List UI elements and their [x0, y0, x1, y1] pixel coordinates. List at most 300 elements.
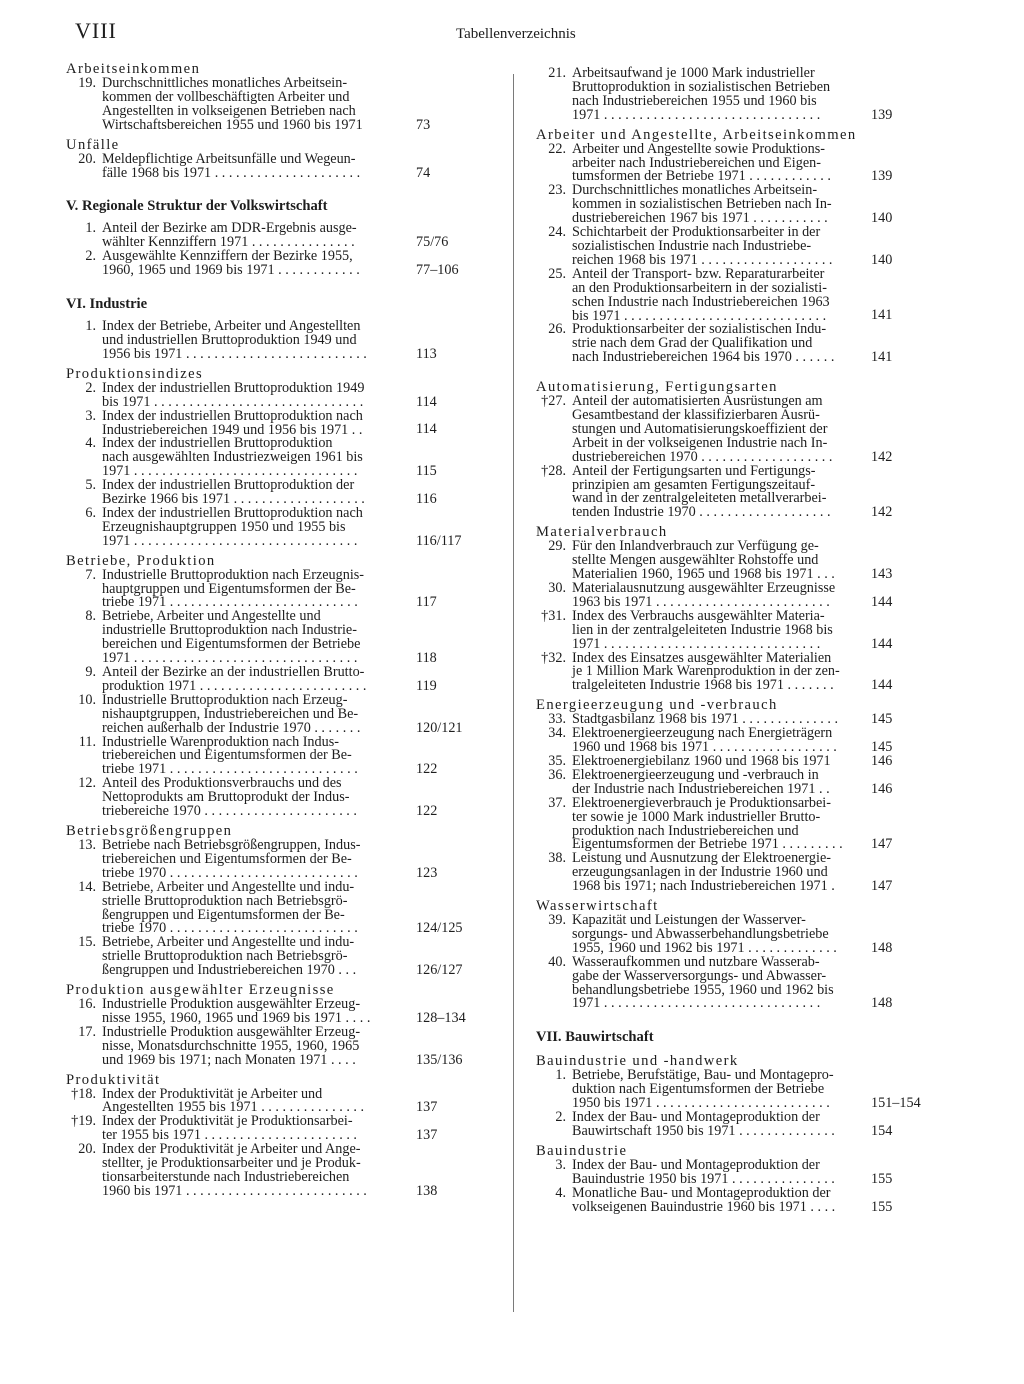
entry-title — [66, 77, 370, 133]
toc-entry — [66, 75, 431, 133]
page-reference: 115 — [416, 463, 437, 480]
entry-title — [66, 437, 370, 479]
entry-line: der Industrie nach Industriebereichen 1971 . . — [572, 780, 830, 797]
entry-title — [536, 540, 857, 582]
entry-line: 1960, 1965 und 1969 bis 1971 . . . . . . . . . . . . — [102, 262, 360, 279]
entry-line: produktion nach Industriebereichen und — [572, 822, 799, 839]
entry-title — [66, 1023, 370, 1068]
toc-entry — [66, 775, 438, 820]
entry-number: 22. — [548, 140, 566, 157]
entry-number: 2. — [85, 248, 96, 265]
entry-number: 29. — [548, 538, 566, 555]
page-reference: 141 — [871, 349, 893, 366]
entry-line: Index der industriellen Bruttoproduktion nach — [102, 504, 363, 521]
page-reference: 143 — [871, 566, 893, 583]
page-reference: 155 — [871, 1198, 893, 1215]
entry-number: 2. — [555, 1109, 566, 1126]
toc-entry — [536, 182, 893, 227]
entry-line: schen Industrie nach Industriebereichen 1963 — [572, 293, 830, 310]
page-reference: 137 — [416, 1127, 438, 1144]
entry-line: Leistung und Ausnutzung der Elektroenergie- — [572, 850, 831, 867]
entry-title — [66, 379, 370, 410]
chapter-heading: VI. Industrie — [66, 296, 148, 313]
entry-title — [536, 395, 857, 465]
entry-line: produktion 1971 . . . . . . . . . . . . . . . . . . . . . . . . — [102, 677, 367, 694]
entry-title — [66, 250, 370, 278]
toc-entry — [66, 934, 463, 979]
entry-number: 8. — [85, 608, 96, 625]
entry-title — [66, 691, 370, 736]
entry-number: 3. — [555, 1156, 566, 1173]
entry-line: dustriebereichen 1970 . . . . . . . . . . . . . . . . . . . — [572, 448, 833, 465]
entry-line: reichen außerhalb der Industrie 1970 . . . . . . . — [102, 719, 361, 736]
entry-line: ter 1955 bis 1971 . . . . . . . . . . . . . . . . . . . . . . — [102, 1127, 357, 1144]
page-reference: 122 — [416, 761, 438, 778]
entry-line: Gesamtbestand der klassifizierbaren Ausrü- — [572, 407, 820, 424]
entry-line: Index der Produktivität je Arbeiter und — [102, 1085, 323, 1102]
entry-line: 1968 bis 1971; nach Industriebereichen 1971 . — [572, 878, 835, 895]
entry-line: Bruttoproduktion in sozialistischen Betrieben — [572, 78, 831, 95]
entry-line: strielle Bruttoproduktion nach Betriebsgrö- — [102, 892, 348, 909]
entry-line: nach ausgewählten Industriezweigen 1961 bis — [102, 449, 363, 466]
entry-number: 2. — [85, 379, 96, 396]
entry-line: Anteil der Fertigungsarten und Fertigungs- — [572, 462, 816, 479]
entry-title — [66, 504, 370, 549]
entry-line: sozialistischen Industrie nach Industriebe- — [572, 237, 812, 254]
entry-title — [66, 936, 370, 978]
entry-line: triebereichen und Eigentumsformen der Be- — [102, 850, 352, 867]
page-reference: 145 — [871, 739, 893, 756]
toc-entry — [536, 393, 893, 465]
toc-entry — [66, 1141, 438, 1199]
toc-entry — [66, 1085, 438, 1116]
entry-line: Betriebe, Arbeiter und Angestellte und indu- — [102, 878, 355, 895]
spacer — [66, 278, 370, 292]
entry-line: wand in der zentralgeleiteten metallverarbei- — [572, 490, 827, 507]
section-heading: Materialverbrauch — [536, 524, 668, 541]
page-reference: 113 — [416, 345, 437, 362]
entry-line: erzeugungsanlagen in der Industrie 1960 und — [572, 864, 828, 881]
entry-title — [536, 794, 857, 853]
toc-entry — [536, 725, 893, 756]
entry-title — [66, 479, 370, 507]
page-reference: 139 — [871, 168, 893, 185]
toc-entry — [66, 566, 437, 611]
section-heading: Wasserwirtschaft — [536, 898, 659, 915]
entry-line: nach Industriebereichen 1964 bis 1970 . . . . . . — [572, 349, 835, 366]
entry-line: Industrielle Warenproduktion nach Indus- — [102, 733, 339, 750]
section-heading: Arbeiter und Angestellte, Arbeitseinkommen — [536, 126, 857, 143]
entry-line: 1955, 1960 und 1962 bis 1971 . . . . . . . . . . . . . — [572, 939, 837, 956]
page-reference: 114 — [416, 421, 437, 438]
entry-title — [536, 727, 857, 755]
page-reference: 137 — [416, 1099, 438, 1116]
entry-line: triebe 1970 . . . . . . . . . . . . . . . . . . . . . . . . . . . — [102, 920, 358, 937]
entry-title — [66, 777, 370, 819]
entry-line: Betriebe, Arbeiter und Angestellte und — [102, 608, 321, 625]
entry-line: triebe 1971 . . . . . . . . . . . . . . . . . . . . . . . . . . . — [102, 594, 358, 611]
page-reference: 135/136 — [416, 1051, 463, 1068]
entry-line: strie nach dem Grad der Qualifikation und — [572, 335, 813, 352]
entry-number: 21. — [548, 65, 566, 81]
entry-line: fälle 1968 bis 1971 . . . . . . . . . . . . . . . . . . . . . — [102, 164, 361, 181]
entry-line: Meldepflichtige Arbeitsunfälle und Wegeun- — [102, 150, 356, 167]
entry-line: Durchschnittliches monatliches Arbeitsein- — [572, 182, 818, 199]
entry-line: 1963 bis 1971 . . . . . . . . . . . . . . . . . . . . . . . . . — [572, 593, 830, 610]
entry-number: 35. — [548, 752, 566, 769]
entry-line: Index der industriellen Bruttoproduktion — [102, 435, 333, 452]
entry-line: Betriebe, Arbeiter und Angestellte und indu- — [102, 934, 355, 951]
entry-number: 7. — [85, 566, 96, 583]
entry-number: †27. — [541, 393, 566, 410]
page-reference: 123 — [416, 864, 438, 881]
entry-line: strielle Bruttoproduktion nach Betriebsgrö- — [102, 948, 348, 965]
toc-entry — [536, 794, 893, 853]
toc-entry — [66, 435, 437, 480]
toc-entry — [536, 953, 893, 1012]
entry-line: Elektroenergieerzeugung und -verbrauch in — [572, 766, 819, 783]
entry-title — [536, 1069, 857, 1111]
page-reference: 74 — [416, 164, 431, 181]
entry-line: nisse 1955, 1960, 1965 und 1969 bis 1971 . . . . — [102, 1009, 371, 1026]
toc-entry — [536, 321, 893, 366]
page-reference: 119 — [416, 677, 437, 694]
entry-line: Arbeit in der volkseigenen Industrie nach In- — [572, 434, 828, 451]
entry-line: Betriebe nach Betriebsgrößengruppen, Indus- — [102, 836, 361, 853]
entry-line: Index der industriellen Bruttoproduktion der — [102, 477, 355, 494]
toc-entry — [66, 1023, 463, 1068]
page-reference: 138 — [416, 1182, 438, 1199]
entry-title — [536, 852, 857, 894]
entry-line: behandlungsbetriebe 1955, 1960 und 1962 bis — [572, 981, 834, 998]
entry-line: Index der Bau- und Montageproduktion der — [572, 1109, 820, 1126]
section-heading: Automatisierung, Fertigungsarten — [536, 379, 778, 396]
entry-title — [536, 462, 857, 521]
page-title: Tabellenverzeichnis — [456, 26, 576, 42]
entry-line: Index der Produktivität je Arbeiter und Ange- — [102, 1141, 361, 1158]
toc-entry — [66, 407, 437, 438]
entry-line: an den Produktionsarbeitern in der sozialisti- — [572, 279, 827, 296]
entry-number: 33. — [548, 711, 566, 728]
entry-line: tenden Industrie 1970 . . . . . . . . . . . . . . . . . . . — [572, 504, 831, 521]
toc-entry — [536, 580, 893, 610]
toc-entry — [66, 1113, 438, 1144]
entry-title — [66, 998, 370, 1026]
entry-line: 1971 . . . . . . . . . . . . . . . . . . . . . . . . . . . . . . . . — [102, 463, 358, 480]
page-reference: 120/121 — [416, 719, 463, 736]
entry-number: 3. — [85, 407, 96, 424]
page-reference: 141 — [871, 307, 893, 324]
page-reference: 151–154 — [871, 1095, 921, 1112]
entry-line: Schichtarbeit der Produktionsarbeiter in der — [572, 224, 821, 241]
page-reference: 118 — [416, 650, 437, 667]
entry-line: kommen der vollbeschäftigten Arbeiter und — [102, 88, 350, 105]
page-reference: 147 — [871, 836, 893, 853]
page-reference: 128–134 — [416, 1009, 466, 1026]
page-reference: 148 — [871, 995, 893, 1012]
entry-line: nisse, Monatsdurchschnitte 1955, 1960, 1965 — [102, 1037, 360, 1054]
page-reference: 116 — [416, 491, 437, 508]
page-reference: 117 — [416, 594, 437, 611]
entry-line: Industrielle Bruttoproduktion nach Erzeug- — [102, 691, 348, 708]
entry-line: Anteil der automatisierten Ausrüstungen am — [572, 393, 823, 410]
entry-line: triebereichen und Eigentumsformen der Be- — [102, 747, 352, 764]
entry-line: triebereiche 1970 . . . . . . . . . . . . . . . . . . . . . . — [102, 803, 357, 820]
entry-line: wählter Kennziffern 1971 . . . . . . . . . . . . . . . — [102, 234, 355, 251]
entry-title — [536, 582, 857, 610]
entry-number: 40. — [548, 953, 566, 970]
entry-title — [536, 766, 857, 797]
page-reference: 155 — [871, 1170, 893, 1187]
entry-number: 25. — [548, 265, 566, 282]
entry-number: 1. — [85, 220, 96, 237]
section-heading: Produktivität — [66, 1071, 161, 1088]
entry-number: 39. — [548, 912, 566, 929]
entry-number: 19. — [78, 75, 96, 91]
entry-line: Index der Produktivität je Produktionsarbei- — [102, 1113, 353, 1130]
toc-entry — [66, 608, 437, 667]
page-reference: 124/125 — [416, 920, 463, 937]
entry-title — [66, 150, 370, 181]
toc-entry — [536, 766, 893, 797]
page-reference: 142 — [871, 448, 893, 465]
entry-number: 4. — [85, 435, 96, 452]
page-reference: 140 — [871, 251, 893, 268]
entry-number: 11. — [78, 733, 96, 750]
entry-number: 16. — [78, 996, 96, 1013]
entry-number: 10. — [78, 691, 96, 708]
entry-title — [66, 836, 370, 881]
section-heading: Bauindustrie und -handwerk — [536, 1053, 739, 1070]
section-heading: Produktion ausgewählter Erzeugnisse — [66, 982, 335, 999]
entry-line: Arbeiter und Angestellte sowie Produktions- — [572, 140, 825, 157]
entry-line: Industrielle Produktion ausgewählter Erzeug- — [102, 1023, 361, 1040]
entry-line: 1956 bis 1971 . . . . . . . . . . . . . . . . . . . . . . . . . . — [102, 345, 367, 362]
page-reference: 147 — [871, 878, 893, 895]
entry-line: triebe 1970 . . . . . . . . . . . . . . . . . . . . . . . . . . . — [102, 864, 358, 881]
entry-line: ßengruppen und Industriebereichen 1970 . . . — [102, 962, 357, 979]
entry-line: ter sowie je 1000 Mark industrieller Brutto- — [572, 808, 821, 825]
toc-entry — [66, 318, 437, 362]
entry-title — [66, 1085, 370, 1116]
entry-line: Angestellten 1955 bis 1971 . . . . . . . . . . . . . . . — [102, 1099, 365, 1116]
entry-line: Bezirke 1966 bis 1971 . . . . . . . . . . . . . . . . . . . — [102, 491, 365, 508]
toc-entry — [66, 504, 462, 549]
entry-line: reichen 1968 bis 1971 . . . . . . . . . . . . . . . . . . . — [572, 251, 833, 268]
entry-line: Anteil der Bezirke am DDR-Ergebnis ausge- — [102, 220, 357, 237]
entry-title — [536, 140, 857, 185]
toc-entry — [66, 248, 459, 279]
entry-line: Index der industriellen Bruttoproduktion nach — [102, 407, 363, 424]
entry-number: 6. — [85, 504, 96, 521]
entry-title — [66, 733, 370, 778]
entry-number: 20. — [78, 150, 96, 167]
section-heading: Unfälle — [66, 136, 120, 153]
entry-title — [66, 878, 370, 937]
entry-title — [536, 1111, 857, 1139]
entry-title — [536, 1184, 857, 1215]
entry-title — [66, 566, 370, 611]
entry-line: 1971 . . . . . . . . . . . . . . . . . . . . . . . . . . . . . . . — [572, 635, 821, 652]
entry-line: volkseigenen Bauindustrie 1960 bis 1971 . . . . — [572, 1198, 836, 1215]
entry-line: triebe 1971 . . . . . . . . . . . . . . . . . . . . . . . . . . . — [102, 761, 358, 778]
entry-number: 36. — [548, 766, 566, 783]
entry-line: dustriebereichen 1967 bis 1971 . . . . . . . . . . . — [572, 210, 828, 227]
entry-title — [536, 265, 857, 324]
entry-line: Bauwirtschaft 1950 bis 1971 . . . . . . . . . . . . . . — [572, 1123, 835, 1139]
toc-entry — [66, 379, 437, 410]
section-heading: Betriebe, Produktion — [66, 552, 216, 569]
toc-entry — [536, 850, 893, 895]
page-reference: 145 — [871, 711, 893, 728]
entry-title — [66, 666, 370, 694]
entry-line: Index der Betriebe, Arbeiter und Angestellten — [102, 318, 361, 335]
entry-line: bereichen und Eigentumsformen der Betriebe — [102, 636, 361, 653]
page-reference: 144 — [871, 593, 893, 610]
page-reference: 77–106 — [416, 262, 459, 279]
toc-entry — [536, 1156, 893, 1187]
toc-entry — [66, 878, 463, 937]
right-column — [536, 65, 921, 1215]
page-reference: 114 — [416, 393, 437, 410]
toc-entry — [66, 996, 466, 1026]
spacer — [536, 365, 857, 379]
entry-title — [536, 914, 857, 956]
page-reference: 126/127 — [416, 962, 463, 979]
toc-entry — [536, 649, 893, 694]
toc-entry — [536, 1067, 921, 1112]
entry-number: 26. — [548, 321, 566, 338]
entry-title — [536, 323, 857, 365]
entry-line: je 1 Million Mark Warenproduktion in der zen- — [572, 663, 840, 680]
entry-line: arbeiter nach Industriebereichen und Eigen- — [572, 154, 821, 171]
entry-line: Materialien 1960, 1965 und 1968 bis 1971 . . . — [572, 566, 835, 583]
entry-line: industrielle Bruttoproduktion nach Industrie- — [102, 622, 357, 639]
section-heading: Energieerzeugung und -verbrauch — [536, 697, 778, 714]
entry-title — [66, 407, 370, 438]
entry-number: 1. — [555, 1067, 566, 1084]
entry-line: ßengruppen und Eigentumsformen der Be- — [102, 906, 345, 923]
entry-line: Arbeitsaufwand je 1000 Mark industrieller — [572, 65, 815, 81]
page-reference: 75/76 — [416, 234, 449, 251]
entry-number: †18. — [71, 1085, 96, 1102]
chapter-heading: V. Regionale Struktur der Volkswirtschaft — [66, 198, 328, 215]
toc-entry — [66, 733, 438, 778]
entry-number: †19. — [71, 1113, 96, 1130]
toc-entry — [536, 1109, 893, 1139]
entry-line: Stadtgasbilanz 1968 bis 1971 . . . . . . . . . . . . . . — [572, 711, 839, 728]
entry-line: Index des Verbrauchs ausgewählter Materia- — [572, 607, 825, 624]
entry-number: †28. — [541, 462, 566, 479]
entry-line: stungen und Automatisierungskoeffizient der — [572, 420, 828, 437]
entry-line: Index der Bau- und Montageproduktion der — [572, 1156, 820, 1173]
entry-line: Index der industriellen Bruttoproduktion 1949 — [102, 379, 365, 396]
entry-line: kommen in sozialistischen Betrieben nach In- — [572, 196, 832, 213]
entry-line: Wasseraufkommen und nutzbare Wasserab- — [572, 953, 820, 970]
entry-number: 1. — [85, 318, 96, 335]
entry-number: 5. — [85, 477, 96, 494]
entry-line: 1960 bis 1971 . . . . . . . . . . . . . . . . . . . . . . . . . . — [102, 1182, 367, 1199]
toc-entry — [66, 691, 463, 736]
spacer — [66, 180, 370, 194]
entry-line: und industriellen Bruttoproduktion 1949 und — [102, 331, 357, 348]
entry-line: stellte Mengen ausgewählter Rohstoffe und — [572, 552, 819, 569]
entry-line: Index des Einsatzes ausgewählter Materialien — [572, 649, 832, 666]
entry-line: tionsarbeiterstunde nach Industriebereichen — [102, 1169, 350, 1185]
entry-line: duktion nach Eigentumsformen der Betriebe — [572, 1081, 825, 1098]
toc-entry — [66, 220, 449, 251]
section-heading: Produktionsindizes — [66, 365, 204, 382]
page-reference: 154 — [871, 1122, 893, 1139]
entry-line: sorgungs- und Abwasserbehandlungsbetriebe — [572, 925, 829, 942]
toc-entry — [536, 538, 893, 583]
entry-line: Ausgewählte Kennziffern der Bezirke 1955, — [102, 248, 353, 265]
entry-number: †32. — [541, 649, 566, 666]
entry-line: Durchschnittliches monatliches Arbeitsein- — [102, 75, 348, 91]
entry-title — [66, 610, 370, 666]
entry-line: 1960 und 1968 bis 1971 . . . . . . . . . . . . . . . . . . — [572, 739, 837, 756]
entry-title — [536, 953, 857, 1012]
entry-number: 24. — [548, 224, 566, 241]
entry-title — [66, 320, 370, 362]
page-reference: 139 — [871, 106, 893, 123]
entry-line: 1971 . . . . . . . . . . . . . . . . . . . . . . . . . . . . . . . . — [102, 650, 358, 667]
toc-entry — [66, 836, 438, 881]
left-column — [66, 61, 466, 1199]
entry-number: 38. — [548, 850, 566, 867]
toc-entry — [536, 912, 893, 956]
page-reference: 122 — [416, 803, 438, 820]
page-number: VIII — [75, 18, 117, 43]
entry-number: 30. — [548, 580, 566, 596]
entry-title — [66, 222, 370, 250]
entry-line: Wirtschaftsbereichen 1955 und 1960 bis 1971 — [102, 116, 363, 133]
entry-title — [66, 1115, 370, 1143]
entry-line: Angestellten in volkseigenen Betrieben nach — [102, 102, 356, 119]
section-heading: Arbeitseinkommen — [66, 61, 201, 77]
page-reference: 142 — [871, 504, 893, 521]
entry-title — [536, 67, 857, 123]
entry-line: tumsformen der Betriebe 1971 . . . . . . . . . . . . — [572, 168, 831, 185]
entry-line: tralgeleiteten Industrie 1968 bis 1971 . . . . . . . — [572, 677, 834, 694]
entry-line: Industriebereichen 1949 und 1956 bis 1971 . . — [102, 421, 363, 438]
entry-line: Elektroenergieerzeugung nach Energieträgern — [572, 725, 833, 742]
section-heading: Betriebsgrößengruppen — [66, 822, 233, 839]
entry-line: Monatliche Bau- und Montageproduktion der — [572, 1184, 831, 1201]
column-divider — [513, 74, 514, 1312]
entry-line: 1950 bis 1971 . . . . . . . . . . . . . . . . . . . . . . . . . — [572, 1095, 830, 1112]
entry-line: Für den Inlandverbrauch zur Verfügung ge- — [572, 538, 819, 555]
entry-number: 4. — [555, 1184, 566, 1201]
toc-entry — [66, 664, 437, 694]
page-reference: 144 — [871, 635, 893, 652]
entry-line: bis 1971 . . . . . . . . . . . . . . . . . . . . . . . . . . . . . . — [102, 393, 364, 410]
page-reference: 146 — [871, 780, 893, 797]
entry-number: †31. — [541, 607, 566, 624]
page-reference: 148 — [871, 939, 893, 956]
entry-line: Industrielle Bruttoproduktion nach Erzeugnis- — [102, 566, 365, 583]
entry-line: Eigentumsformen der Betriebe 1971 . . . . . . . . . — [572, 836, 843, 853]
spacer — [536, 1011, 857, 1025]
entry-line: 1971 . . . . . . . . . . . . . . . . . . . . . . . . . . . . . . . . — [102, 532, 358, 549]
page-reference: 116/117 — [416, 532, 462, 549]
entry-line: prinzipien am gesamten Fertigungszeitauf- — [572, 476, 816, 493]
entry-line: nach Industriebereichen 1955 und 1960 bis — [572, 92, 817, 109]
entry-line: Produktionsarbeiter der sozialistischen Indu- — [572, 321, 827, 338]
entry-number: 12. — [78, 775, 96, 792]
entry-number: 17. — [78, 1023, 96, 1040]
entry-number: 9. — [85, 664, 96, 680]
